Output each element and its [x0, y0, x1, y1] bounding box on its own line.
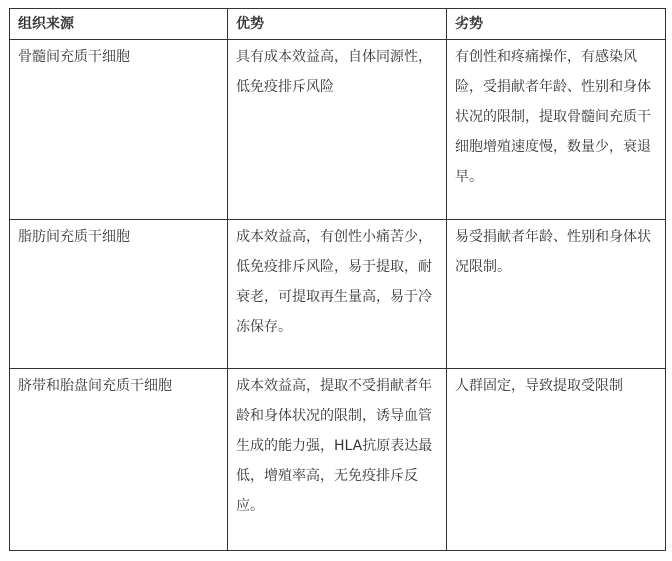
- cell-source: 骨髓间充质干细胞: [10, 40, 228, 220]
- cell-disadvantages: 人群固定，导致提取受限制: [447, 369, 666, 551]
- table-body: [10, 40, 666, 551]
- comparison-table: [9, 8, 666, 551]
- table-header: [10, 9, 666, 40]
- cell-disadvantages: 易受捐献者年龄、性别和身体状况限制。: [447, 220, 666, 369]
- header-tissue-source: 组织来源: [10, 9, 228, 40]
- table-row: [10, 40, 666, 220]
- header-advantages: 优势: [228, 9, 447, 40]
- table-row: [10, 369, 666, 551]
- header-disadvantages: 劣势: [447, 9, 666, 40]
- cell-source: 脂肪间充质干细胞: [10, 220, 228, 369]
- cell-advantages: 成本效益高，提取不受捐献者年龄和身体状况的限制，诱导血管生成的能力强，HLA抗原表达最低，增殖率高，无免疫排斥反应。: [228, 369, 447, 551]
- cell-source: 脐带和胎盘间充质干细胞: [10, 369, 228, 551]
- cell-advantages: 成本效益高，有创性小痛苦少，低免疫排斥风险，易于提取，耐衰老，可提取再生量高，易于冷冻保存。: [228, 220, 447, 369]
- cell-disadvantages: 有创性和疼痛操作，有感染风险，受捐献者年龄、性别和身体状况的限制，提取骨髓间充质干细胞增殖速度慢，数量少，衰退早。: [447, 40, 666, 220]
- table-row: [10, 220, 666, 369]
- header-row: [10, 9, 666, 40]
- cell-advantages: 具有成本效益高，自体同源性，低免疫排斥风险: [228, 40, 447, 220]
